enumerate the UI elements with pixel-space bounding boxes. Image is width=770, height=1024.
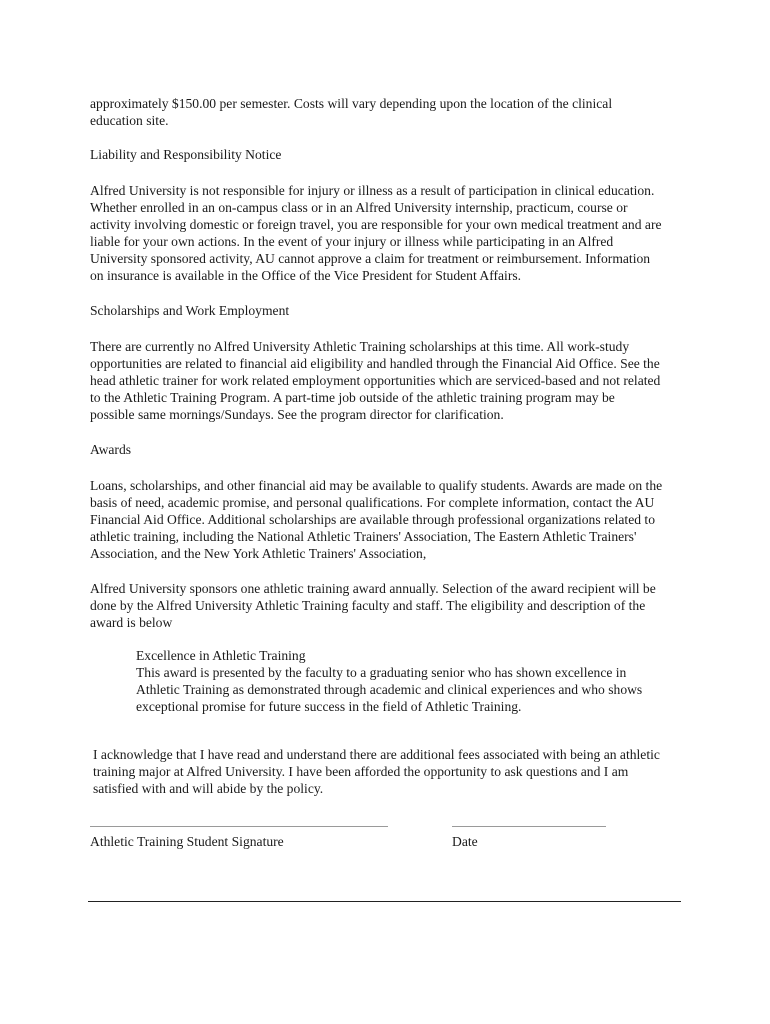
scholarships-heading: Scholarships and Work Employment bbox=[90, 303, 290, 318]
awards-heading: Awards bbox=[90, 442, 132, 457]
date-line[interactable] bbox=[452, 826, 606, 827]
footer-divider bbox=[88, 901, 681, 902]
scholarships-paragraph: There are currently no Alfred University Athletic Training scholarships at this time. All work-study opportunities are related to financial aid eligibility and handled through the Financial Aid Office. See the head athletic trainer for work related employment opportunities which are serviced-based and not related to the Athletic Training Program. A part-time job outside of the athletic training program may be possible same mornings/Sundays. See the program director for clarification. bbox=[90, 339, 661, 422]
signature-row bbox=[90, 826, 690, 856]
liability-paragraph: Alfred University is not responsible for injury or illness as a result of participation in clinical education. Whether enrolled in an on-campus class or in an Alfred University internship, practicum, course or activity involving domestic or foreign travel, you are responsible for your own medical treatment and are liable for your own actions. In the event of your injury or illness while participating in an Alfred University sponsored activity, AU cannot approve a claim for treatment or reimbursement. Information on insurance is available in the Office of the Vice President for Student Affairs. bbox=[90, 183, 662, 283]
intro-paragraph: approximately $150.00 per semester. Costs will vary depending upon the location of the clinical education site. bbox=[90, 96, 613, 128]
awards-paragraph-financial-aid: Loans, scholarships, and other financial aid may be available to qualify students. Awards are made on the basis of need, academic promise, and personal qualifications. For complete information, contact the AU Financial Aid Office. Additional scholarships are available through professional organizations related to athletic training, including the National Athletic Trainers' Association, The Eastern Athletic Trainers' Association, and the New York Athletic Trainers' Association, bbox=[90, 478, 663, 561]
awards-paragraph-annual-award: Alfred University sponsors one athletic training award annually. Selection of the award recipient will be done by the Alfred University Athletic Training faculty and staff. The eligibility and description of the award is below bbox=[90, 581, 656, 630]
student-signature-label: Athletic Training Student Signature bbox=[90, 834, 284, 849]
date-label: Date bbox=[452, 834, 478, 849]
student-signature-line[interactable] bbox=[90, 826, 388, 827]
award-description: This award is presented by the faculty to a graduating senior who has shown excellence in Athletic Training as demonstrated through academic and clinical experiences and who shows exceptional promise for future success in the field of Athletic Training. bbox=[136, 665, 643, 714]
liability-heading: Liability and Responsibility Notice bbox=[90, 147, 282, 162]
award-block bbox=[136, 647, 690, 715]
acknowledgement-paragraph: I acknowledge that I have read and understand there are additional fees associated with being an athletic training major at Alfred University. I have been afforded the opportunity to ask questions and I am satisfied with and will abide by the policy. bbox=[93, 747, 660, 796]
award-title: Excellence in Athletic Training bbox=[136, 648, 306, 663]
document-body bbox=[90, 95, 690, 797]
